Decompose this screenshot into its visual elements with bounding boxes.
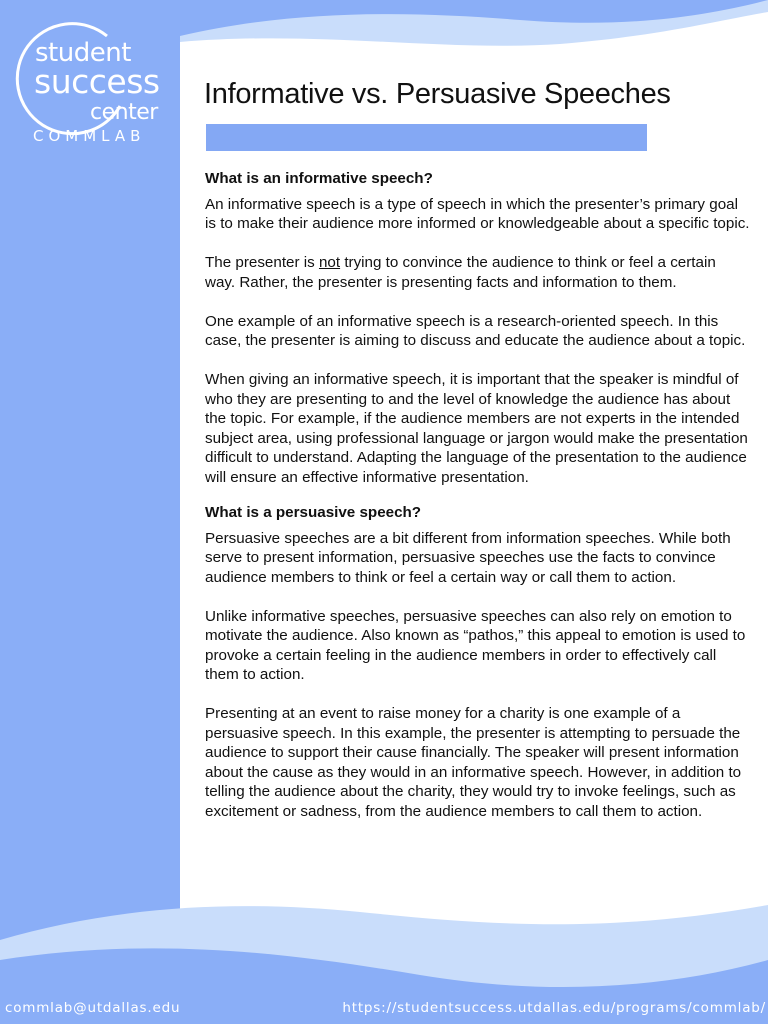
title-underline-bar bbox=[206, 124, 647, 151]
footer-url-link[interactable]: https://studentsuccess.utdallas.edu/programs/commlab/ bbox=[342, 1000, 766, 1016]
paragraph-text: trying to convince the audience to think or feel a certain way. Rather, the presenter is presenting facts and information to them. bbox=[205, 254, 716, 291]
paragraph: Persuasive speeches are a bit different from information speeches. While both serve to present information, persuasive speeches use the facts to convince audience members to think or feel a certain way or call them to action. bbox=[205, 529, 731, 586]
document-body bbox=[205, 169, 750, 833]
commlab-label: COMMLAB bbox=[33, 127, 146, 145]
paragraph: Unlike informative speeches, persuasive speeches can also rely on emotion to motivate the audience. Also known as “pathos,” this appeal to emotion is used to provoke a certain feeling in the audience members in order to effectively call them to action. bbox=[205, 607, 746, 683]
paragraph: One example of an informative speech is a research-oriented speech. In this case, the presenter is aiming to discuss and educate the audience about a topic. bbox=[205, 312, 746, 349]
logo-text-student: student bbox=[35, 38, 131, 68]
logo-text-center: center bbox=[90, 100, 158, 125]
paragraph-text: The presenter is bbox=[205, 254, 319, 271]
footer-email-link[interactable]: commlab@utdallas.edu bbox=[5, 1000, 181, 1016]
section-heading-persuasive: What is a persuasive speech? bbox=[205, 504, 422, 521]
logo-text-success: success bbox=[34, 62, 160, 101]
page-title: Informative vs. Persuasive Speeches bbox=[204, 78, 671, 110]
paragraph: When giving an informative speech, it is important that the speaker is mindful of who they are presenting to and the level of knowledge the audience has about the topic. For example, if the audience members are not experts in the intended subject area, using professional language or jargon would make the presentation difficult to understand. Adapting the language of the presentation to the audience will ensure an effective informative presentation. bbox=[205, 371, 748, 486]
section-heading-informative: What is an informative speech? bbox=[205, 170, 433, 187]
emphasis-not: not bbox=[318, 254, 341, 271]
paragraph bbox=[205, 253, 750, 292]
paragraph: An informative speech is a type of speech in which the presenter’s primary goal is to make their audience more informed or knowledgeable about a specific topic. bbox=[205, 195, 750, 232]
paragraph: Presenting at an event to raise money for a charity is one example of a persuasive speech. In this example, the presenter is attempting to persuade the audience to support their cause financially. The speaker will present information about the cause as they would in an informative speech. However, in addition to telling the audience about the charity, they would try to invoke feelings, such as excitement or sadness, from the audience members to call them to action. bbox=[205, 705, 742, 820]
